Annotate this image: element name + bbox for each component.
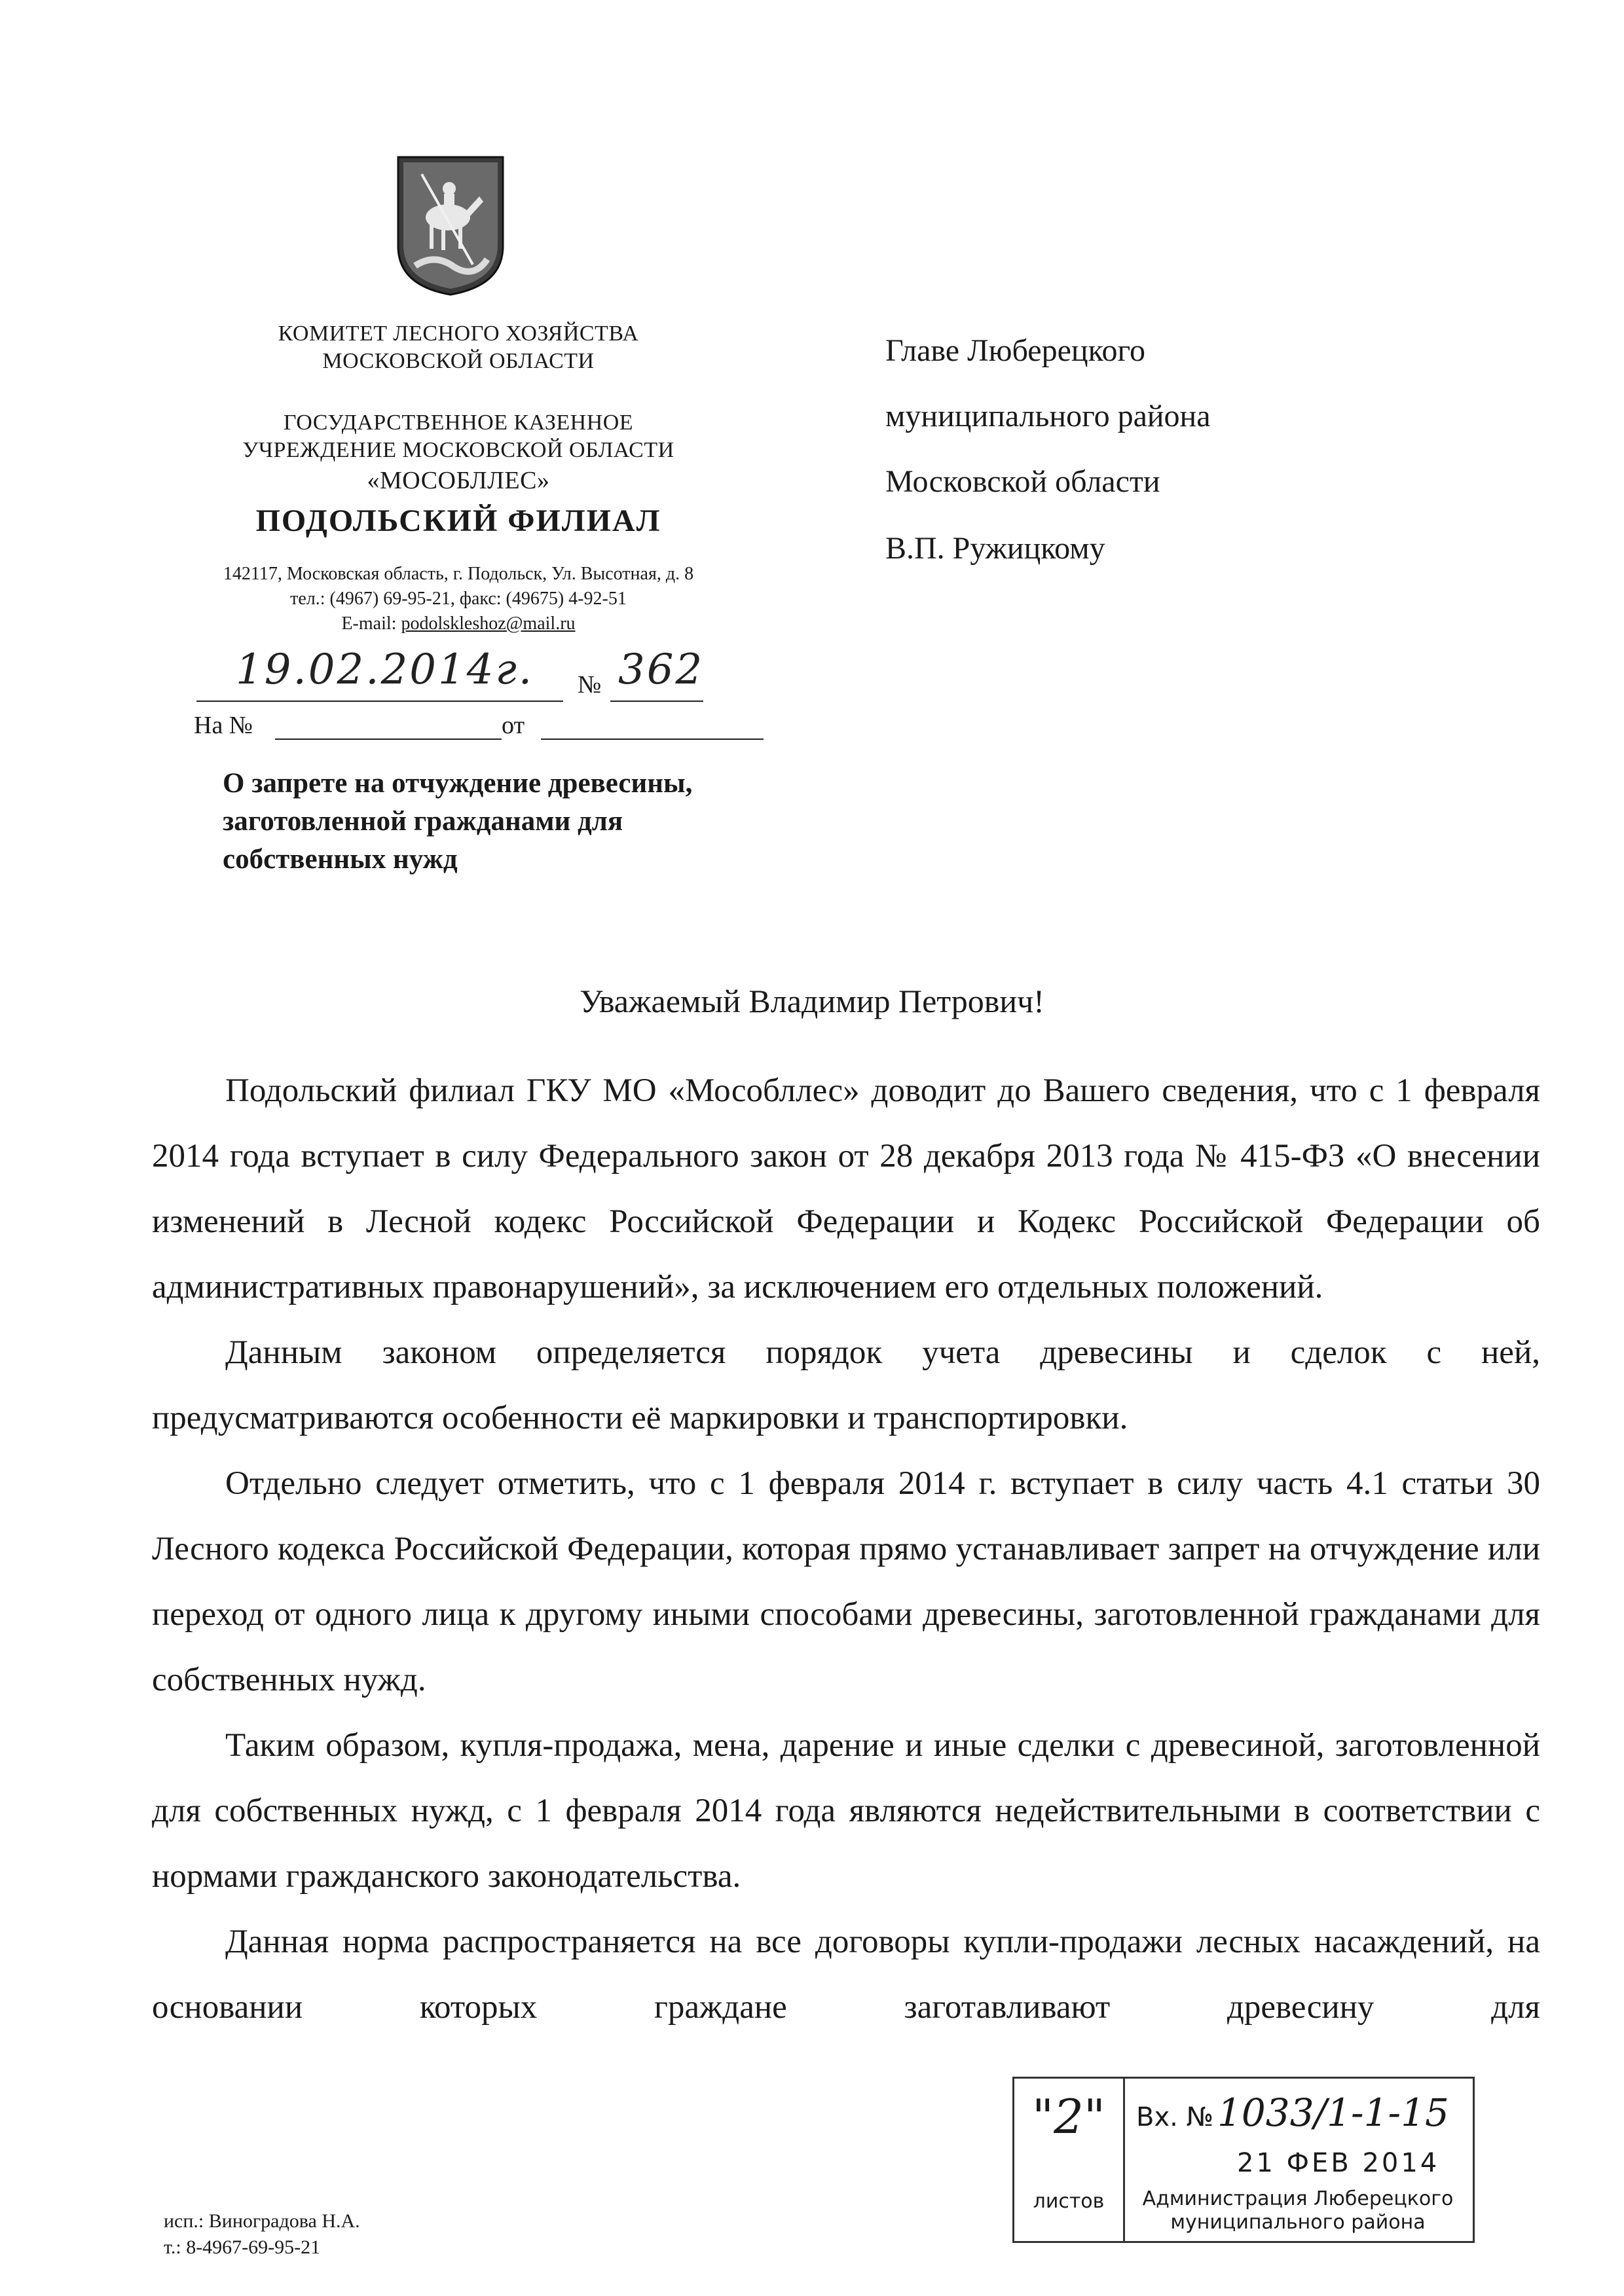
email-label: E-mail: <box>341 613 397 634</box>
email-link[interactable]: podolskleshoz@mail.ru <box>401 613 576 634</box>
doc-date: 19.02.2014г. <box>236 646 534 694</box>
from-label: от <box>502 712 525 739</box>
addressee-line-1: Главе Люберецкого <box>885 333 1145 368</box>
date-underline <box>196 701 563 702</box>
subject-line-3: собственных нужд <box>223 844 458 875</box>
institution-line-2: УЧРЕЖДЕНИЕ МОСКОВСКОЙ ОБЛАСТИ <box>242 438 674 462</box>
doc-number: 362 <box>618 646 705 694</box>
to-no-label: На № <box>194 712 253 739</box>
addressee-line-3: Московской области <box>885 464 1160 499</box>
branch-name: ПОДОЛЬСКИЙ ФИЛИАЛ <box>255 503 661 538</box>
stamp-admin-line-1: Администрация Люберецкого <box>1142 2187 1454 2210</box>
greeting: Уважаемый Владимир Петрович! <box>580 983 1044 1019</box>
incoming-number: 1033/1-1-15 <box>1217 2090 1449 2135</box>
subject-line-2: заготовленной гражданами для <box>223 806 623 837</box>
executor-phone: т.: 8-4967-69-95-21 <box>164 2236 321 2258</box>
paragraph-3: Отдельно следует отметить, что с 1 февраля 2014 г. вступает в силу часть 4.1 статьи 30 Лесного кодекса Российской Федерации, которая прямо устанавливает запрет на отчуждение или переход от одного лица к другому иными способами древесины, заготовленной гражданами для собственных нужд. <box>152 1465 1540 1698</box>
paragraph-2: Данным законом определяется порядок учета древесины и сделок с ней, предусматриваются особенности её маркировки и транспортировки. <box>152 1334 1540 1436</box>
incoming-date: 21 ФЕВ 2014 <box>1237 2148 1440 2178</box>
subject-line-1: О запрете на отчуждение древесины, <box>223 768 693 799</box>
addressee-line-4: В.П. Ружицкому <box>885 531 1105 566</box>
coat-of-arms-icon <box>396 155 506 297</box>
email-line <box>144 613 773 635</box>
address: 142117, Московская область, г. Подольск, Ул. Высотная, д. 8 <box>223 564 694 584</box>
to-no-underline <box>275 738 502 740</box>
incoming-stamp <box>1012 2077 1475 2243</box>
executor-name: исп.: Виноградова Н.А. <box>164 2210 360 2232</box>
number-label: № <box>578 671 602 699</box>
institution-line-3: «МОСОБЛЛЕС» <box>367 467 550 494</box>
committee-line-2: МОСКОВСКОЙ ОБЛАСТИ <box>322 349 595 373</box>
subject <box>223 765 825 879</box>
from-underline <box>541 738 764 740</box>
letter-body <box>152 1058 1540 2040</box>
committee-line-1: КОМИТЕТ ЛЕСНОГО ХОЗЯЙСТВА <box>278 321 639 346</box>
paragraph-1: Подольский филиал ГКУ МО «Мособллес» доводит до Вашего сведения, что с 1 февраля 2014 года вступает в силу Федерального закон от 28 декабря 2013 года № 415-ФЗ «О внесении изменений в Лесной кодекс Российской Федерации и Кодекс Российской Федерации об административных правонарушений», за исключением его отдельных положений. <box>152 1072 1540 1305</box>
number-underline <box>610 701 703 702</box>
paragraph-4: Таким образом, купля-продажа, мена, дарение и иные сделки с древесиной, заготовленной для собственных нужд, с 1 февраля 2014 года являются недействительными в соответствии с нормами гражданского законодательства. <box>152 1727 1540 1895</box>
sheets-label: листов <box>1033 2190 1105 2213</box>
stamp-admin-line-2: муниципального района <box>1170 2211 1426 2234</box>
institution-line-1: ГОСУДАРСТВЕННОЕ КАЗЕННОЕ <box>283 410 634 435</box>
addressee-line-2: муниципального района <box>885 399 1211 433</box>
incoming-label: Вх. № <box>1136 2102 1214 2132</box>
paragraph-5: Данная норма распространяется на все договоры купли-продажи лесных насаждений, на основании которых граждане заготавливают древесину для <box>152 1923 1540 2026</box>
sheets-box <box>1014 2079 1125 2241</box>
sheets-count: "2" <box>1031 2089 1106 2144</box>
phone-fax: тел.: (4967) 69-95-21, факс: (49675) 4-92-51 <box>290 589 627 609</box>
